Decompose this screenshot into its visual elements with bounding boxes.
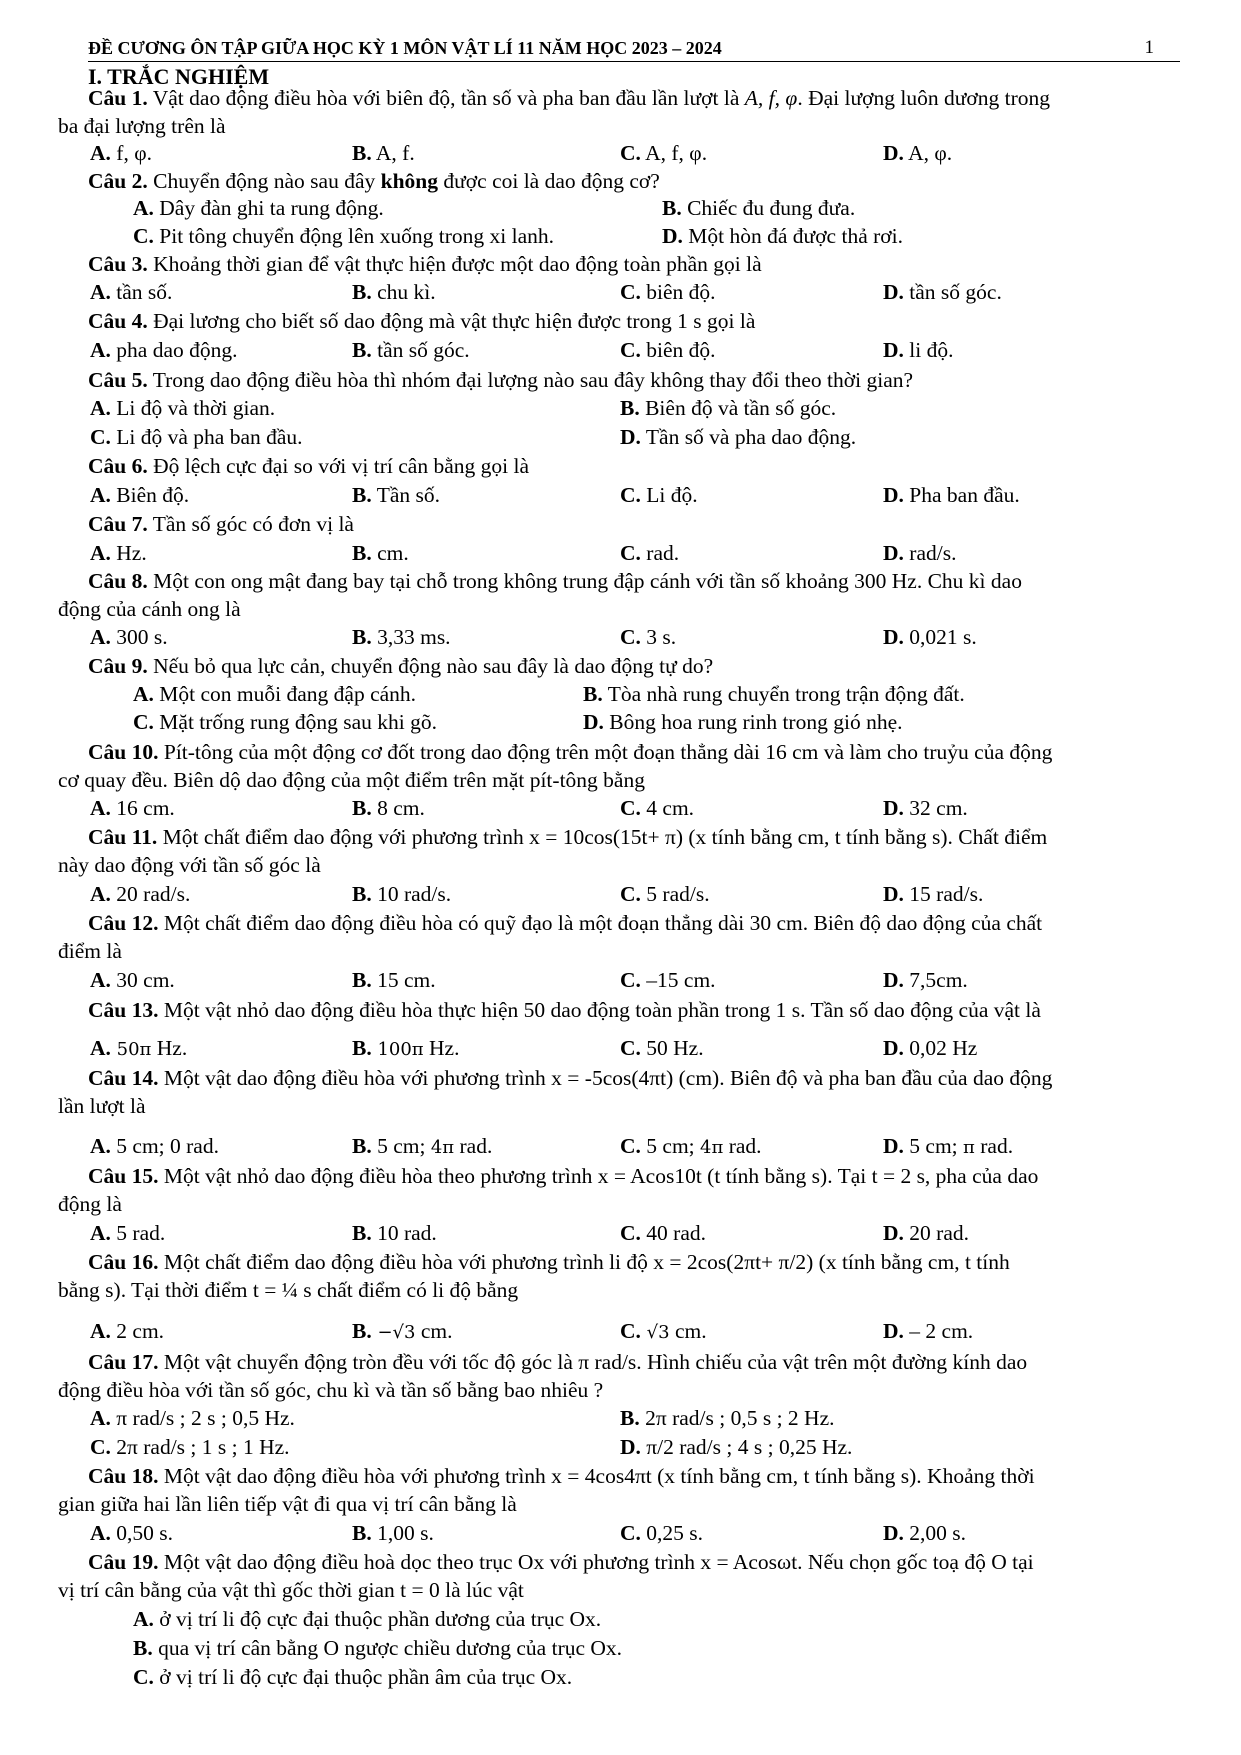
option-b: B. 5 cm; 4π rad.: [352, 1134, 493, 1158]
option-a: A. 5 rad.: [90, 1221, 166, 1245]
question-9: Câu 9. Nếu bỏ qua lực cản, chuyển động nào sau đây là dao động tự do?: [88, 654, 714, 678]
option-c: C. 2π rad/s ; 1 s ; 1 Hz.: [90, 1435, 290, 1459]
question-17-line-2: động điều hòa với tần số góc, chu kì và tần số bằng bao nhiêu ?: [58, 1378, 604, 1402]
option-c: C. A, f, φ.: [620, 141, 708, 165]
question-15-line-2: động là: [58, 1192, 122, 1216]
option-a: A. 2 cm.: [90, 1319, 165, 1343]
option-d: D. A, φ.: [883, 141, 953, 165]
option-d: D. 15 rad/s.: [883, 882, 984, 906]
option-a: A. Li độ và thời gian.: [90, 396, 276, 420]
option-b: B. A, f.: [352, 141, 415, 165]
question-18-line-2: gian giữa hai lần liên tiếp vật đi qua vị trí cân bằng là: [58, 1492, 517, 1516]
question-label: Câu 1.: [88, 86, 148, 110]
option-c: C. biên độ.: [620, 280, 716, 304]
question-text: Vật dao động điều hòa với biên độ, tần số và pha ban đầu lần lượt là A, f, φ. Đại lượng luôn dương trong: [152, 86, 1050, 110]
option-d: D. 0,021 s.: [883, 625, 977, 649]
option-b: B. 10 rad.: [352, 1221, 437, 1245]
option-d: D. Tần số và pha dao động.: [620, 425, 857, 449]
option-c: C. 50 Hz.: [620, 1036, 704, 1060]
document-title: ĐỀ CƯƠNG ÔN TẬP GIỮA HỌC KỲ 1 MÔN VẬT LÍ 11 NĂM HỌC 2023 – 2024: [88, 38, 722, 58]
question-19: Câu 19. Một vật dao động điều hoà dọc theo trục Ox với phương trình x = Acosωt. Nếu chọn gốc toạ độ O tại: [88, 1550, 1034, 1574]
option-a: A. 16 cm.: [90, 796, 175, 820]
option-c: C. 40 rad.: [620, 1221, 706, 1245]
question-16: Câu 16. Một chất điểm dao động điều hòa với phương trình li độ x = 2cos(2πt+ π/2) (x tính bằng cm, t tính: [88, 1250, 1010, 1274]
question-17: Câu 17. Một vật chuyển động tròn đều với tốc độ góc là π rad/s. Hình chiếu của vật trên một đường kính dao: [88, 1350, 1028, 1374]
option-c: C. 5 rad/s.: [620, 882, 710, 906]
option-a: A. Một con muỗi đang đập cánh.: [133, 682, 417, 706]
option-b: B. cm.: [352, 541, 409, 565]
option-b: B. Chiếc đu đung đưa.: [662, 196, 856, 220]
option-b: B. 3,33 ms.: [352, 625, 451, 649]
question-19-line-2: vị trí cân bằng của vật thì gốc thời gian t = 0 là lúc vật: [58, 1578, 524, 1602]
option-a: A. tần số.: [90, 280, 173, 304]
option-d: D. tần số góc.: [883, 280, 1002, 304]
option-c: C. Li độ.: [620, 483, 698, 507]
option-a: A. 50π Hz.: [90, 1036, 188, 1060]
option-a: A. ở vị trí li độ cực đại thuộc phần dương của trục Ox.: [133, 1607, 602, 1631]
option-d: D. 2,00 s.: [883, 1521, 967, 1545]
option-c: C. 5 cm; 4π rad.: [620, 1134, 762, 1158]
option-d: D. 32 cm.: [883, 796, 968, 820]
option-d: D. π/2 rad/s ; 4 s ; 0,25 Hz.: [620, 1435, 853, 1459]
question-6: Câu 6. Độ lệch cực đại so với vị trí cân bằng gọi là: [88, 454, 529, 478]
question-13: Câu 13. Một vật nhỏ dao động điều hòa thực hiện 50 dao động toàn phần trong 1 s. Tần số dao động của vật là: [88, 998, 1041, 1022]
question-3: Câu 3. Khoảng thời gian để vật thực hiện được một dao động toàn phần gọi là: [88, 252, 762, 276]
option-c: C. Mặt trống rung động sau khi gõ.: [133, 710, 437, 734]
option-a: A. Dây đàn ghi ta rung động.: [133, 196, 384, 220]
option-a: A. f, φ.: [90, 141, 152, 165]
option-b: B. 2π rad/s ; 0,5 s ; 2 Hz.: [620, 1406, 835, 1430]
question-4: Câu 4. Đại lương cho biết số dao động mà vật thực hiện được trong 1 s gọi là: [88, 309, 756, 333]
option-d: D. rad/s.: [883, 541, 957, 565]
question-8-line-2: động của cánh ong là: [58, 597, 241, 621]
option-d: D. 0,02 Hz: [883, 1036, 978, 1060]
option-b: B. Biên độ và tần số góc.: [620, 396, 837, 420]
question-12-line-2: điểm là: [58, 939, 122, 963]
question-1-line-2: ba đại lượng trên là: [58, 114, 226, 138]
option-d: D. Bông hoa rung rinh trong gió nhẹ.: [583, 710, 903, 734]
question-15: Câu 15. Một vật nhỏ dao động điều hòa theo phương trình x = Acos10t (t tính bằng s). Tại t = 2 s, pha của dao: [88, 1164, 1039, 1188]
option-a: A. pha dao động.: [90, 338, 238, 362]
option-a: A. 30 cm.: [90, 968, 175, 992]
option-c: C. √3 cm.: [620, 1319, 707, 1343]
option-c: C. Li độ và pha ban đầu.: [90, 425, 303, 449]
question-5: Câu 5. Trong dao động điều hòa thì nhóm đại lượng nào sau đây không thay đổi theo thời gian?: [88, 368, 914, 392]
option-c: C. ở vị trí li độ cực đại thuộc phần âm của trục Ox.: [133, 1665, 573, 1689]
option-a: A. 5 cm; 0 rad.: [90, 1134, 219, 1158]
option-b: B. 8 cm.: [352, 796, 425, 820]
question-2: Câu 2. Chuyển động nào sau đây không được coi là dao động cơ?: [88, 169, 660, 193]
question-14-line-2: lần lượt là: [58, 1094, 146, 1118]
option-c: C. rad.: [620, 541, 680, 565]
question-7: Câu 7. Tần số góc có đơn vị là: [88, 512, 354, 536]
option-c: C. 0,25 s.: [620, 1521, 704, 1545]
option-d: D. – 2 cm.: [883, 1319, 974, 1343]
option-c: C. –15 cm.: [620, 968, 716, 992]
page-number: 1: [1144, 37, 1154, 58]
option-b: B. 10 rad/s.: [352, 882, 452, 906]
question-11: Câu 11. Một chất điểm dao động với phương trình x = 10cos(15t+ π) (x tính bằng cm, t tính bằng s). Chất điểm: [88, 825, 1048, 849]
question-1: [88, 84, 1050, 112]
option-a: A. 20 rad/s.: [90, 882, 191, 906]
option-b: B. 15 cm.: [352, 968, 436, 992]
option-a: A. Biên độ.: [90, 483, 190, 507]
section-heading: I. TRẮC NGHIỆM: [88, 64, 270, 89]
option-d: D. Pha ban đầu.: [883, 483, 1020, 507]
question-14: Câu 14. Một vật dao động điều hòa với phương trình x = -5cos(4πt) (cm). Biên độ và pha ban đầu của dao động: [88, 1066, 1053, 1090]
question-18: Câu 18. Một vật dao động điều hòa với phương trình x = 4cos4πt (x tính bằng cm, t tính bằng s). Khoảng thời: [88, 1464, 1035, 1488]
option-b: B. tần số góc.: [352, 338, 470, 362]
option-d: D. 5 cm; π rad.: [883, 1134, 1014, 1158]
option-a: A. π rad/s ; 2 s ; 0,5 Hz.: [90, 1406, 295, 1430]
option-d: D. li độ.: [883, 338, 954, 362]
option-b: B. Tần số.: [352, 483, 440, 507]
option-b: B. 100π Hz.: [352, 1036, 460, 1060]
question-11-line-2: này dao động với tần số góc là: [58, 853, 321, 877]
option-b: B. chu kì.: [352, 280, 436, 304]
option-a: A. Hz.: [90, 541, 147, 565]
option-a: A. 300 s.: [90, 625, 168, 649]
option-d: D. Một hòn đá được thả rơi.: [662, 224, 903, 248]
option-b: B. −√3 cm.: [352, 1319, 453, 1343]
option-a: A. 0,50 s.: [90, 1521, 174, 1545]
option-c: C. 3 s.: [620, 625, 677, 649]
option-d: D. 20 rad.: [883, 1221, 969, 1245]
question-8: Câu 8. Một con ong mật đang bay tại chỗ trong không trung đập cánh với tần số khoảng 300 Hz. Chu kì dao: [88, 569, 1022, 593]
question-10-line-2: cơ quay đều. Biên dộ dao động của một điểm trên mặt pít-tông bằng: [58, 768, 645, 792]
option-b: B. 1,00 s.: [352, 1521, 434, 1545]
option-c: C. Pit tông chuyển động lên xuống trong xi lanh.: [133, 224, 555, 248]
question-12: Câu 12. Một chất điểm dao động điều hòa có quỹ đạo là một đoạn thẳng dài 30 cm. Biên độ dao động của chất: [88, 911, 1043, 935]
page-header: [88, 37, 1180, 62]
option-c: C. 4 cm.: [620, 796, 695, 820]
option-b: B. qua vị trí cân bằng O ngược chiều dương của trục Ox.: [133, 1636, 623, 1660]
option-d: D. 7,5cm.: [883, 968, 968, 992]
question-16-line-2: bằng s). Tại thời điểm t = ¼ s chất điểm có li độ bằng: [58, 1278, 519, 1302]
question-10: Câu 10. Pít-tông của một động cơ đốt trong dao động trên một đoạn thẳng dài 16 cm và làm cho truỷu của động: [88, 740, 1053, 764]
option-b: B. Tòa nhà rung chuyển trong trận động đất.: [583, 682, 965, 706]
option-c: C. biên độ.: [620, 338, 716, 362]
